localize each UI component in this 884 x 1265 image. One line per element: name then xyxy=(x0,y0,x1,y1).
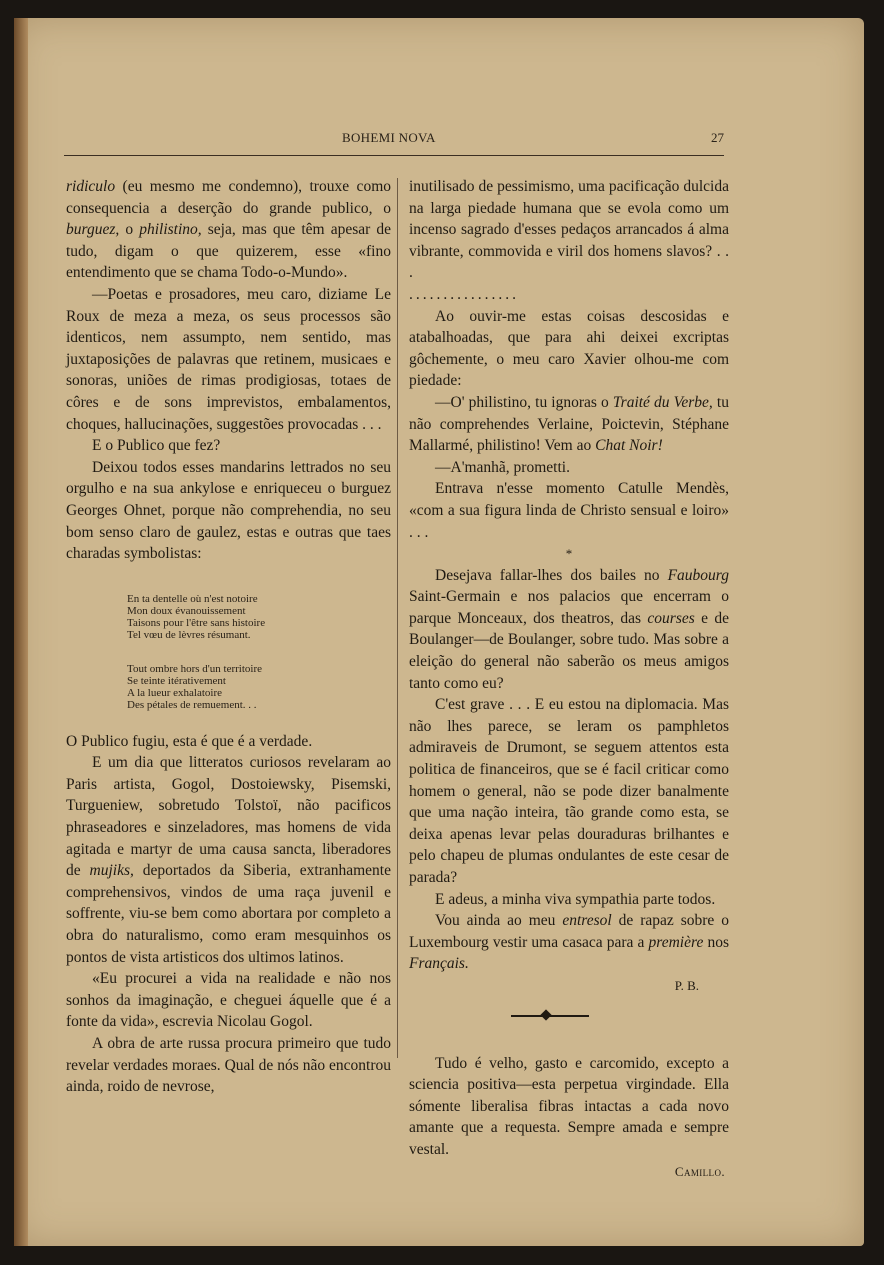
right-column xyxy=(409,176,729,1182)
verse-stanza xyxy=(127,593,391,641)
author-signature xyxy=(409,1161,729,1183)
paragraph xyxy=(409,392,729,457)
verse-line: Taisons pour l'être sans histoire xyxy=(127,616,266,629)
text-run: deportados da Siberia, extranhamente comprehensivos, vindos de uma raça juvenil e soffrente, viu-se bem como abortara por completo a obra do naturalismo, como eram mesquinhos os pontos de vista artisticos dos ultimos latinos. xyxy=(66,862,391,966)
paragraph: Deixou todos esses mandarins lettrados no seu orgulho e na sua ankylose e enriqueceu o burguez Georges Ohnet, porque não comprehendia, no seu bom senso claro de gaulez, estas e outras que taes charadas symbolistas: xyxy=(66,458,391,563)
section-ornament xyxy=(409,1009,729,1023)
italic-text: Traité du Verbe, xyxy=(612,393,713,411)
verse-line: A la lueur exhalatoire xyxy=(127,686,222,699)
verse-line: Se teinte itérativement xyxy=(127,674,226,687)
signature-name: Camillo. xyxy=(674,1163,725,1179)
paragraph: E o Publico que fez? xyxy=(92,437,221,455)
text-run: Desejava fallar-lhes dos bailes no xyxy=(435,566,668,584)
column-divider xyxy=(397,178,398,1058)
verse-stanza xyxy=(127,663,391,711)
text-run: Vou ainda ao meu xyxy=(435,912,563,930)
text-run: —O' philistino, tu ignoras o xyxy=(435,393,613,411)
ellipsis-row: ................ xyxy=(409,285,519,303)
paragraph: Entrava n'esse momento Catulle Mendès, «com a sua figura linda de Christo sensual e loiro» . . . xyxy=(409,480,729,541)
page-binding xyxy=(14,18,28,1246)
verse-line: Tout ombre hors d'un territoire xyxy=(127,662,263,675)
paragraph: A obra de arte russa procura primeiro que tudo revelar verdades moraes. Qual de nós não encontrou ainda, roido de nevrose, xyxy=(66,1035,391,1096)
text-run: e de Boulanger—de Boulanger, sobre tudo. Mas sobre a eleição do general não saberão os meus amigos tanto como eu? xyxy=(409,609,729,692)
text-run: E um dia que litteratos curiosos revelaram ao Paris artista, Gogol, Dostoiewsky, Pisemski, Turgueniew, sobretudo Tolstoï, não pacificos phraseadores e sinzeladores, mas homens de vida agitada e martyr de uma causa sancta, liberadores de xyxy=(66,754,391,880)
text-run: tu não comprehendes Verlaine, Poictevin, Stéphane Mallarmé, philistino! Vem ao xyxy=(409,393,729,455)
section-break-asterisk: * xyxy=(565,546,573,562)
paragraph xyxy=(66,176,391,284)
text-run: de rapaz sobre o Luxembourg vestir uma casaca para a xyxy=(409,912,729,951)
italic-text: philistino, xyxy=(139,221,202,239)
text-run: Saint-Germain e nos palacios que encerram o parque Monceaux, dos theatros, das xyxy=(409,588,729,627)
paragraph: «Eu procurei a vida na realidade e não nos sonhos da imaginação, e cheguei áquelle que é a fonte da vida», escrevia Nicolau Gogol. xyxy=(66,970,391,1031)
italic-text: Français. xyxy=(409,955,469,973)
ornament-diamond-icon xyxy=(540,1009,551,1020)
italic-text: première xyxy=(648,933,704,951)
text-run: (eu mesmo me condemno), trouxe como consequencia a deserção do grande publico, o xyxy=(66,178,391,217)
text-run: nos xyxy=(703,933,729,951)
verse-line: En ta dentelle où n'est notoire xyxy=(127,592,258,605)
paragraph: C'est grave . . . E eu estou na diplomacia. Mas não lhes parece, se leram os pamphletos admiraveis de Drumont, se seguem attentos esta politica de financeiros, que se é facil criticar como homem o general, não se pode dizer banalmente que uma nação inteira, tão grande como esta, se deixa apenas levar pelas douraduras brilhantes e pelo chapeu de plumas ondulantes de este cesar de parada? xyxy=(409,696,729,886)
author-signature: P. B. xyxy=(674,977,699,993)
paragraph: O Publico fugiu, esta é que é a verdade. xyxy=(66,732,313,750)
paragraph xyxy=(66,752,391,968)
paragraph: inutilisado de pessimismo, uma pacificação dulcida na larga piedade humana que se evola como um incenso sagrado d'esses pedaços arrancados á alma vibrante, commovida e viril dos homens slavos? . . . xyxy=(409,178,729,282)
text-run: o xyxy=(119,221,140,239)
italic-text: burguez, xyxy=(66,221,120,239)
paragraph xyxy=(409,910,729,975)
paragraph: Ao ouvir-me estas coisas descosidas e atabalhoadas, que para ahi deixei excriptas gôchemente, o meu caro Xavier olhou-me com piedade: xyxy=(409,307,729,390)
italic-text: entresol xyxy=(562,912,612,930)
italic-text: mujiks, xyxy=(89,862,134,880)
text-run: seja, mas que têm apesar de tudo, digam o que quizerem, esse «fino entendimento que se chama Todo-o-Mundo». xyxy=(66,221,392,282)
verse-quote xyxy=(127,593,391,711)
page-number: 27 xyxy=(711,130,724,145)
paragraph: —A'manhã, prometti. xyxy=(435,458,570,476)
verse-line: Mon doux évanouissement xyxy=(127,604,246,617)
header-rule xyxy=(64,155,724,156)
paragraph: E adeus, a minha viva sympathia parte todos. xyxy=(435,890,716,908)
paragraph xyxy=(409,565,729,695)
italic-text: Chat Noir! xyxy=(595,437,663,455)
italic-text: Faubourg xyxy=(667,566,729,584)
running-head xyxy=(64,130,724,150)
paragraph: Tudo é velho, gasto e carcomido, excepto a sciencia positiva—esta perpetua virgindade. Ella sómente liberalisa fibras intactas a cada novo amante que a requesta. Sempre amada e sempre vestal. xyxy=(409,1054,729,1158)
verse-line: Des pétales de remuement. . . xyxy=(127,698,257,711)
running-title: BOHEMI NOVA xyxy=(342,130,436,145)
italic-text: courses xyxy=(647,609,695,627)
italic-text: ridiculo xyxy=(66,178,116,195)
paragraph: —Poetas e prosadores, meu caro, diziame Le Roux de meza a meza, os seus processos são identicos, nem assumpto, nem sentido, mas juxtaposições de palavras que retinem, musicaes e sonoras, uniões de rimas prodigiosas, totaes de côres e de sons imprevistos, embalamentos, choques, hallucinações, suggestões provocadas . . . xyxy=(66,285,391,433)
verse-line: Tel vœu de lèvres résumant. xyxy=(127,628,251,641)
left-column xyxy=(66,176,391,1098)
